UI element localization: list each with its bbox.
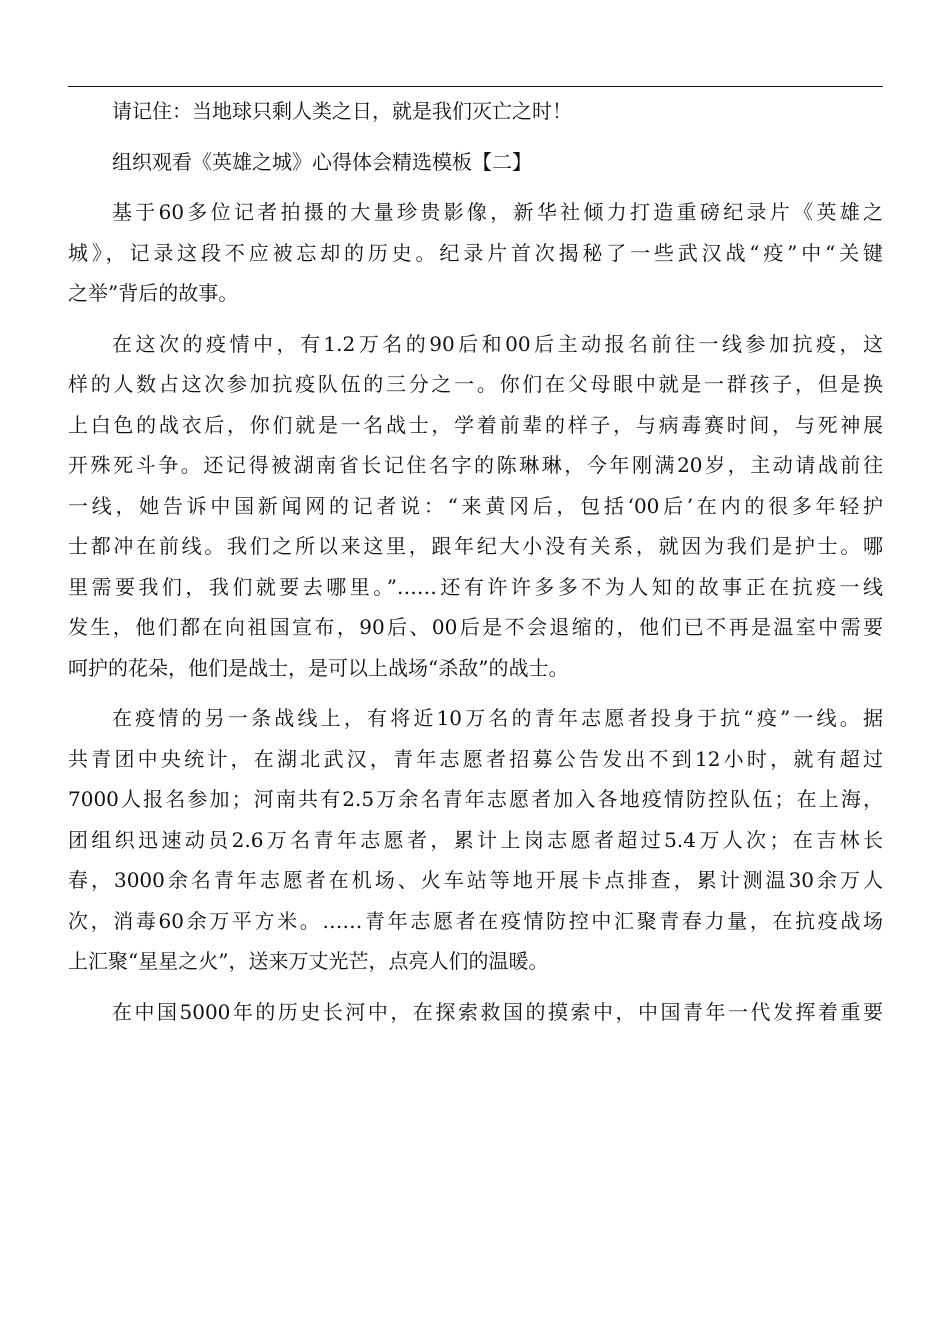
- text-line: 发生，他们都在向祖国宣布，90后、00后是不会退缩的，他们已不再是温室中需要: [68, 615, 883, 639]
- paragraph-volunteers: [68, 698, 883, 982]
- text-line: 共青团中央统计，在湖北武汉，青年志愿者招募公告发出不到12小时，就有超过: [68, 746, 883, 771]
- document-body: [68, 91, 883, 1032]
- text-line: 士都冲在前线。我们之所以来这里，跟年纪大小没有关系，就因为我们是护士。哪: [68, 534, 883, 558]
- paragraph-intro: [68, 192, 883, 314]
- text-line: 呵护的花朵，他们是战士，是可以上战场“杀敌”的战士。: [68, 655, 569, 680]
- text-line: 团组织迅速动员2.6万名青年志愿者，累计上岗志愿者超过5.4万人次；在吉林长: [68, 827, 883, 852]
- paragraph-title: [68, 142, 883, 183]
- paragraph-history: [68, 992, 883, 1033]
- text-line: 上白色的战衣后，你们就是一名战士，学着前辈的样子，与病毒赛时间，与死神展: [68, 412, 883, 437]
- text-line: 基于60多位记者拍摄的大量珍贵影像，新华社倾力打造重磅纪录片《英雄之: [112, 200, 883, 224]
- header-divider: [68, 86, 883, 87]
- text-line: 一线，她告诉中国新闻网的记者说：“来黄冈后，包括‘00后’在内的很多年轻护: [68, 493, 883, 518]
- text-line: 在疫情的另一条战线上，有将近10万名的青年志愿者投身于抗“疫”一线。据: [112, 706, 883, 730]
- paragraph-youth-medics: [68, 324, 883, 689]
- text-line: 7000人报名参加；河南共有2.5万余名青年志愿者加入各地疫情防控队伍；在上海，: [68, 787, 883, 811]
- text-line: 请记住：当地球只剩人类之日，就是我们灭亡之时！: [112, 99, 572, 123]
- text-line: 在中国5000年的历史长河中，在探索救国的摸索中，中国青年一代发挥着重要: [112, 999, 883, 1024]
- text-line: 里需要我们，我们就要去哪里。”……还有许许多多不为人知的故事正在抗疫一线: [68, 574, 883, 599]
- text-line: 次，消毒60余万平方米。……青年志愿者在疫情防控中汇聚青春力量，在抗疫战场: [68, 908, 883, 933]
- text-line: 春，3000余名青年志愿者在机场、火车站等地开展卡点排查，累计测温30余万人: [68, 868, 883, 892]
- paragraph-remember: [68, 91, 883, 132]
- text-line: 城》，记录这段不应被忘却的历史。纪录片首次揭秘了一些武汉战“疫”中“关键: [68, 240, 883, 265]
- section-title: 组织观看《英雄之城》心得体会精选模板【二】: [112, 149, 532, 174]
- text-line: 在这次的疫情中，有1.2万名的90后和00后主动报名前往一线参加抗疫，这: [112, 331, 883, 356]
- text-line: 之举”背后的故事。: [68, 281, 239, 305]
- text-line: 样的人数占这次参加抗疫队伍的三分之一。你们在父母眼中就是一群孩子，但是换: [68, 372, 883, 396]
- text-line: 上汇聚“星星之火”，送来万丈光芒，点亮人们的温暖。: [68, 949, 549, 973]
- text-line: 开殊死斗争。还记得被湖南省长记住名字的陈琳琳，今年刚满20岁，主动请战前往: [68, 453, 883, 477]
